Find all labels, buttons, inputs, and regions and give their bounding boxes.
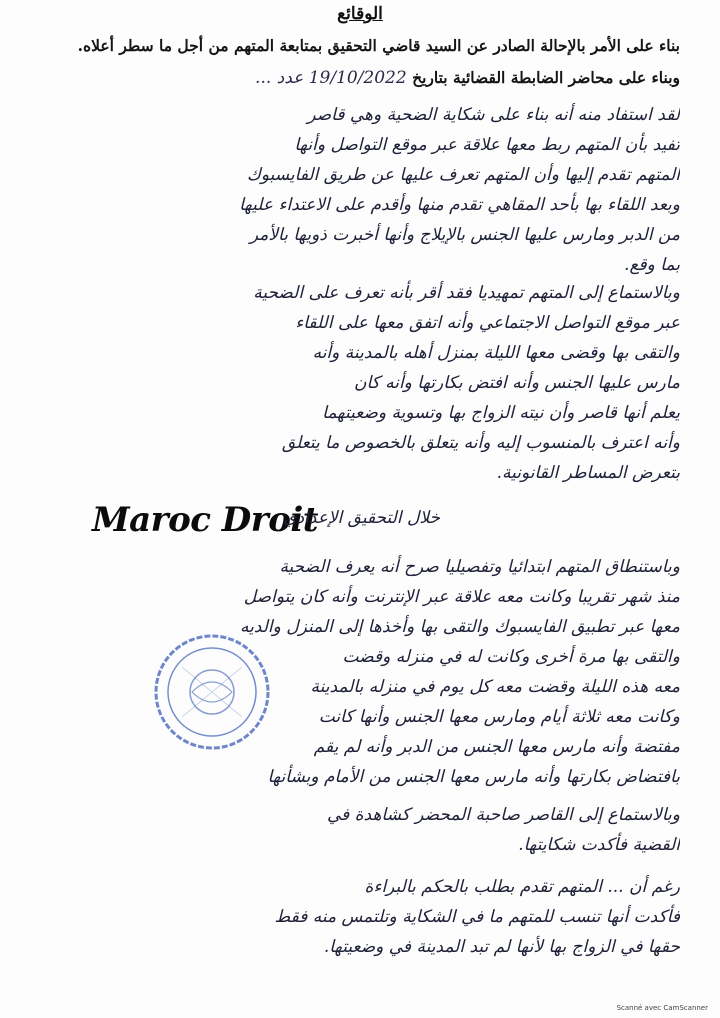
referral-order-line: بناء على الأمر بالإحالة الصادر عن السيد قاضي التحقيق بمتابعة المتهم من أجل ما سطر أعلاه.	[77, 36, 680, 55]
handwritten-line: القضية فأكدت شكايتها.	[518, 835, 680, 855]
handwritten-line: مفتضة وأنه مارس معها الجنس من الدبر وأنه لم يقم	[313, 737, 680, 757]
police-report-line	[255, 68, 680, 88]
handwritten-line: والتقى بها وقضى معها الليلة بمنزل أهله بالمدينة وأنه	[312, 343, 680, 363]
facts-paragraph-1	[90, 100, 680, 280]
handwritten-line: وباستنطاق المتهم ابتدائيا وتفصيليا صرح أنه يعرف الضحية	[279, 557, 680, 577]
handwritten-line: مارس عليها الجنس وأنه افتض بكارتها وأنه كان	[353, 373, 680, 393]
facts-paragraph-5	[90, 872, 680, 962]
handwritten-line: وبالاستماع إلى القاصر صاحبة المحضر كشاهدة في	[326, 805, 680, 825]
handwritten-line: من الدبر ومارس عليها الجنس بالإيلاج وأنها أخبرت ذويها بالأمر	[249, 225, 680, 245]
facts-paragraph-2	[90, 278, 680, 488]
police-report-date: 19/10/2022 عدد ...	[255, 68, 407, 88]
handwritten-line: وبعد اللقاء بها بأحد المقاهي تقدم منها وأقدم على الاعتداء عليها	[239, 195, 680, 215]
handwritten-line: وبالاستماع إلى المتهم تمهيديا فقد أقر بأنه تعرف على الضحية	[253, 283, 680, 303]
handwritten-line: معها عبر تطبيق الفايسبوك والتقى بها وأخذها إلى المنزل والديه	[239, 617, 680, 637]
handwritten-line: رغم أن ... المتهم تقدم بطلب بالحكم بالبراءة	[364, 877, 680, 897]
handwritten-line: معه هذه الليلة وقضت معه كل يوم في منزله بالمدينة	[310, 677, 680, 697]
facts-paragraph-4	[90, 800, 680, 860]
handwritten-line: عبر موقع التواصل الاجتماعي وأنه اتفق معها على اللقاء	[295, 313, 680, 333]
handwritten-line: تفيد بأن المتهم ربط معها علاقة عبر موقع التواصل وأنها	[294, 135, 680, 155]
handwritten-line: يعلم أنها قاصر وأن نيته الزواج بها وتسوية وضعيتهما	[322, 403, 680, 423]
handwritten-line: بافتضاض بكارتها وأنه مارس معها الجنس من الأمام وبشأنها	[267, 767, 680, 787]
police-report-label: وبناء على محاضر الضابطة القضائية بتاريخ	[412, 68, 680, 87]
handwritten-line: بما وقع.	[624, 255, 680, 275]
document-heading: الوقائع	[337, 4, 383, 24]
handwritten-line: وكانت معه ثلاثة أيام ومارس معها الجنس وأنها كانت	[318, 707, 680, 727]
investigation-section-title: خلال التحقيق الإعدادي	[283, 508, 440, 528]
scanner-watermark: Scanné avec CamScanner	[616, 1004, 708, 1012]
official-stamp-icon	[152, 632, 272, 752]
handwritten-line: لقد استفاد منه أنه بناء على شكاية الضحية وهي قاصر	[307, 105, 680, 125]
handwritten-line: والتقى بها مرة أخرى وكانت له في منزله وقضت	[342, 647, 680, 667]
handwritten-line: منذ شهر تقريبا وكانت معه علاقة عبر الإنترنت وأنه كان يتواصل	[243, 587, 680, 607]
handwritten-line: وأنه اعترف بالمنسوب إليه وأنه يتعلق بالخصوص ما يتعلق	[281, 433, 680, 453]
handwritten-line: فأكدت أنها تنسب للمتهم ما في الشكاية وتلتمس منه فقط	[274, 907, 680, 927]
handwritten-line: بتعرض المساطر القانونية.	[496, 463, 680, 483]
handwritten-line: حقها في الزواج بها لأنها لم تبد المدينة في وضعيتها.	[323, 937, 680, 957]
handwritten-line: المتهم تقدم إليها وأن المتهم تعرف عليها عن طريق الفايسبوك	[246, 165, 680, 185]
watermark-logo: Maroc Droit	[92, 500, 318, 540]
